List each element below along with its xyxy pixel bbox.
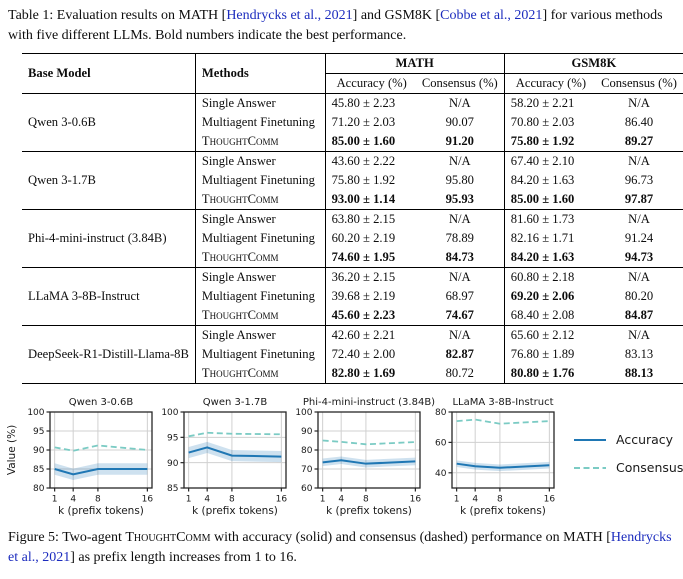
svg-text:80: 80 [301,446,313,457]
svg-text:1: 1 [185,494,192,505]
table-caption-text: ] for various methods with five different LLMs. Bold numbers indicate the best performance. [8,8,663,43]
base-model-cell: Qwen 3-1.7B [22,152,195,210]
svg-text:100: 100 [295,408,313,419]
value-cell: 89.27 [624,134,654,149]
figure-legend [573,432,683,488]
value-cell: 80.72 [445,366,474,381]
svg-text:100: 100 [161,408,179,419]
value-cell: 80.80 ± 1.76 [504,364,595,384]
value-cell: 86.40 [624,115,654,130]
value-cell: 74.60 ± 1.95 [325,248,416,268]
chart-qwen-3-1-7b [157,396,291,518]
base-model-cell: LLaMA 3-8B-Instruct [22,268,195,326]
figure-5 [6,396,683,518]
value-cell: 91.20 [445,134,474,149]
method-cell: Single Answer [195,152,325,172]
chart-phi-4-mini-instruct [291,396,436,518]
method-cell: Multiagent Finetuning [195,345,325,364]
results-table-body [22,94,683,384]
value-cell: 65.60 ± 2.12 [504,326,595,346]
method-cell: ThoughtComm [195,364,325,384]
table-row [22,326,683,346]
value-cell: 95.80 [445,173,474,188]
value-cell: 60.80 ± 2.18 [504,268,595,288]
method-cell: Multiagent Finetuning [195,171,325,190]
value-cell: N/A [595,210,683,230]
value-cell: 84.87 [624,308,654,323]
svg-text:k (prefix tokens): k (prefix tokens) [460,505,546,518]
value-cell: 88.13 [624,366,654,381]
citation-link-hendrycks[interactable]: Hendrycks et al., 2021 [226,8,353,23]
header-row-groups [22,54,683,74]
svg-text:1: 1 [319,494,326,505]
method-cell: Single Answer [195,268,325,288]
base-model-header: Base Model [22,54,195,94]
svg-text:8: 8 [363,494,369,505]
svg-text:40: 40 [435,469,447,480]
value-cell: 82.87 [445,347,474,362]
svg-text:100: 100 [27,408,45,419]
svg-text:Qwen 3-0.6B: Qwen 3-0.6B [68,397,134,409]
value-cell: 84.20 ± 1.63 [504,171,595,190]
method-cell: Multiagent Finetuning [195,287,325,306]
legend-item-consensus [573,460,683,475]
svg-text:60: 60 [301,484,313,495]
value-cell: 68.40 ± 2.08 [504,306,595,326]
svg-text:90: 90 [301,427,313,438]
value-cell: 45.60 ± 2.23 [325,306,416,326]
value-cell: 43.60 ± 2.22 [325,152,416,172]
value-cell: 82.16 ± 1.71 [504,229,595,248]
results-table-header [22,54,683,94]
svg-text:Qwen 3-1.7B: Qwen 3-1.7B [202,397,268,409]
figure-caption-text: with accuracy (solid) and consensus (dashed) performance on MATH [ [210,530,611,546]
math-group-header: MATH [325,54,504,74]
value-cell: 95.93 [445,192,474,207]
table-row [22,210,683,230]
method-cell: Single Answer [195,326,325,346]
value-cell: 69.20 ± 2.06 [504,287,595,306]
value-cell: 67.40 ± 2.10 [504,152,595,172]
value-cell: 45.80 ± 2.23 [325,94,416,114]
table-row [22,152,683,172]
value-cell: 80.20 [624,289,654,304]
thoughtcomm-smallcaps: ThoughtComm [125,530,211,546]
table-caption-text: Table 1: Evaluation results on MATH [ [8,8,227,23]
citation-link-cobbe[interactable]: Cobbe et al., 2021 [440,8,543,23]
legend-label-accuracy: Accuracy [616,432,674,448]
value-cell: N/A [595,94,683,114]
math-consensus-header: Consensus (%) [416,74,504,94]
svg-text:80: 80 [435,408,447,419]
table-row [22,94,683,114]
method-cell: Single Answer [195,210,325,230]
value-cell: N/A [416,152,504,172]
svg-text:16: 16 [543,494,556,505]
consensus-line-icon [573,463,607,473]
table-caption [8,6,675,45]
value-cell: 81.60 ± 1.73 [504,210,595,230]
svg-text:90: 90 [167,459,179,470]
figure-caption-text: ] as prefix length increases from 1 to 16. [70,549,297,565]
value-cell: N/A [595,326,683,346]
gsm8k-consensus-header: Consensus (%) [595,74,683,94]
accuracy-line-icon [573,435,607,445]
value-cell: 82.80 ± 1.69 [325,364,416,384]
value-cell: 97.87 [624,192,654,207]
value-cell: 75.80 ± 1.92 [325,171,416,190]
svg-text:85: 85 [33,465,45,476]
legend-label-consensus: Consensus [616,460,683,476]
svg-text:95: 95 [167,433,179,444]
svg-text:70: 70 [301,465,313,476]
value-cell: 68.97 [445,289,474,304]
legend-item-accuracy [573,432,683,447]
svg-text:LLaMA 3-8B-Instruct: LLaMA 3-8B-Instruct [452,397,554,409]
value-cell: N/A [416,268,504,288]
chart-llama-3-8b-instruct [425,396,559,518]
method-cell: ThoughtComm [195,132,325,152]
math-accuracy-header: Accuracy (%) [325,74,416,94]
value-cell: 78.89 [445,231,474,246]
svg-text:8: 8 [229,494,235,505]
svg-text:16: 16 [141,494,154,505]
svg-text:4: 4 [70,494,77,505]
value-cell: 63.80 ± 2.15 [325,210,416,230]
value-cell: 85.00 ± 1.60 [325,132,416,152]
value-cell: 84.73 [445,250,474,265]
svg-text:k (prefix tokens): k (prefix tokens) [58,505,144,518]
value-cell: 83.13 [624,347,654,362]
svg-text:1: 1 [453,494,460,505]
table-row [22,268,683,288]
svg-text:95: 95 [33,427,45,438]
base-model-cell: Qwen 3-0.6B [22,94,195,152]
figure-caption-text: Figure 5: Two-agent [8,530,126,546]
method-cell: Single Answer [195,94,325,114]
figure-caption [8,528,675,567]
svg-text:8: 8 [497,494,503,505]
value-cell: 39.68 ± 2.19 [325,287,416,306]
svg-text:1: 1 [51,494,58,505]
value-cell: 96.73 [624,173,654,188]
value-cell: N/A [595,152,683,172]
value-cell: 75.80 ± 1.92 [504,132,595,152]
results-table [22,53,683,384]
table-caption-text: ] and GSM8K [ [352,8,441,23]
value-cell: 84.20 ± 1.63 [504,248,595,268]
value-cell: 58.20 ± 2.21 [504,94,595,114]
gsm8k-accuracy-header: Accuracy (%) [504,74,595,94]
value-cell: 90.07 [445,115,474,130]
value-cell: 70.80 ± 2.03 [504,113,595,132]
value-cell: 60.20 ± 2.19 [325,229,416,248]
svg-text:4: 4 [472,494,479,505]
svg-text:Phi-4-mini-instruct (3.84B): Phi-4-mini-instruct (3.84B) [302,397,436,409]
svg-text:85: 85 [167,484,179,495]
method-cell: Multiagent Finetuning [195,229,325,248]
svg-text:4: 4 [338,494,345,505]
value-cell: 85.00 ± 1.60 [504,190,595,210]
value-cell: 76.80 ± 1.89 [504,345,595,364]
method-cell: ThoughtComm [195,306,325,326]
svg-text:Value (%): Value (%) [6,425,18,476]
value-cell: N/A [416,94,504,114]
method-cell: Multiagent Finetuning [195,113,325,132]
value-cell: 42.60 ± 2.21 [325,326,416,346]
method-cell: ThoughtComm [195,190,325,210]
value-cell: N/A [416,326,504,346]
method-cell: ThoughtComm [195,248,325,268]
value-cell: 94.73 [624,250,654,265]
svg-text:90: 90 [33,446,45,457]
base-model-cell: DeepSeek-R1-Distill-Llama-8B [22,326,195,384]
value-cell: 71.20 ± 2.03 [325,113,416,132]
value-cell: 91.24 [624,231,654,246]
svg-text:k (prefix tokens): k (prefix tokens) [192,505,278,518]
citation-link-hendrycks-2[interactable]: Hendrycks et al., 2021 [8,530,672,565]
value-cell: 72.40 ± 2.00 [325,345,416,364]
value-cell: 36.20 ± 2.15 [325,268,416,288]
chart-qwen-3-0-6b [6,396,157,518]
value-cell: N/A [595,268,683,288]
svg-text:8: 8 [95,494,101,505]
value-cell: 93.00 ± 1.14 [325,190,416,210]
svg-text:4: 4 [204,494,211,505]
svg-text:16: 16 [409,494,422,505]
value-cell: 74.67 [445,308,474,323]
value-cell: N/A [416,210,504,230]
svg-text:k (prefix tokens): k (prefix tokens) [326,505,412,518]
methods-header: Methods [195,54,325,94]
base-model-cell: Phi-4-mini-instruct (3.84B) [22,210,195,268]
svg-text:16: 16 [275,494,288,505]
svg-text:60: 60 [435,438,447,449]
results-table-wrap [22,53,683,384]
svg-text:80: 80 [33,484,45,495]
gsm8k-group-header: GSM8K [504,54,683,74]
